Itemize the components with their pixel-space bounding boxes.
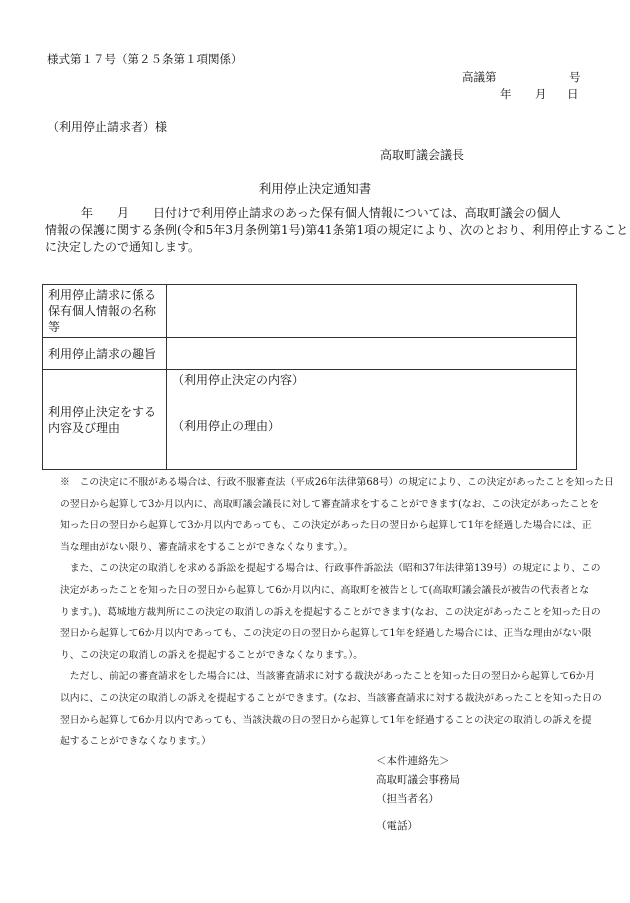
row-value-name [167,285,577,338]
note-line: 翌日から起算して6か月以内であっても、この決定の日の翌日から起算して1年を経過した場合には、正当な理由がない限 [60,628,592,640]
addressee: （利用停止請求者）様 [47,120,168,134]
note-line: 翌日から起算して6か月以内であっても、当該決裁の日の翌日から起算して1年を経過することの決定の取消しの訴えを提 [60,714,592,726]
reference-prefix: 高議第 [462,70,497,84]
row-label-decision: 利用停止決定をする内容及び理由 [43,370,167,470]
issue-date-month: 月 [535,87,547,101]
row-value-decision [167,370,577,470]
body-line: に決定したので通知します。 [45,240,201,254]
body-text [45,205,629,256]
decision-content-heading: （利用停止決定の内容） [172,373,305,387]
issue-date-day: 日 [567,87,579,101]
table-row [43,285,577,338]
note-line: ※ この決定に不服がある場合は、行政不服審査法（平成26年法律第68号）の規定により、この決定があったことを知った日 [60,477,614,488]
table-row [43,370,577,470]
note-line: り、この決定の取消しの訴えを提起することができなくなります。）。 [60,649,363,661]
note-line: 知った日の翌日から起算して3か月以内であっても、この決定があった日の翌日から起算して1年を経過した場合には、正 [60,520,592,532]
row-label-name: 利用停止請求に係る保有個人情報の名称等 [43,285,167,338]
decision-reason-heading: （利用停止の理由） [172,419,281,433]
note-line: 以内に、この決定の取消しの訴えを提起することができます。(なお、当該審査請求に対する裁決があったことを知った日の [60,692,602,704]
decision-table [42,284,577,470]
contact-office: 高取町議会事務局 [376,774,460,786]
issue-date-year: 年 [500,87,512,101]
contact-phone: （電話） [376,820,418,832]
note-line: 起することができなくなります。） [60,736,212,748]
form-number: 様式第１７号（第２５条第１項関係） [47,52,243,66]
contact-heading: ＜本件連絡先＞ [376,755,450,767]
body-line: 情報の保護に関する条例(令和5年3月条例第1号)第41条第1項の規定により、次のとおり、利用停止すること [45,223,629,237]
document-title: 利用停止決定通知書 [258,181,372,196]
reference-suffix: 号 [569,70,581,84]
sender: 高取町議会議長 [380,148,465,162]
row-value-purpose [167,338,577,370]
note-line: また、この決定の取消しを求める訴訟を提起する場合は、行政事件訴訟法（昭和37年法律第139号）の規定により、この [60,563,601,575]
note-line: ただし、前記の審査請求をした場合には、当該審査請求に対する裁決があったことを知った日の翌日から起算して6か月 [60,671,596,683]
note-line: 当な理由がない限り、審査請求をすることができなくなります。）。 [60,541,354,553]
contact-person: （担当者名） [376,793,439,805]
table-row [43,338,577,370]
appeal-notes [60,472,614,753]
note-line: の翌日から起算して3か月以内に、高取町議会議長に対して審査請求をすることができます(なお、この決定があったことを [60,498,599,510]
row-label-purpose: 利用停止請求の趣旨 [43,338,167,370]
note-line: ります。)、葛城地方裁判所にこの決定の取消しの訴えを提起することができます(なお、この決定があったことを知った日の [60,606,601,618]
note-line: 決定があったことを知った日の翌日から起算して6か月以内に、高取町を被告として(高取町議会議長が被告の代表者とな [60,584,590,596]
contact-block [376,752,460,836]
body-line: 年 月 日付けで利用停止請求のあった保有個人情報については、高取町議会の個人 [45,206,561,220]
